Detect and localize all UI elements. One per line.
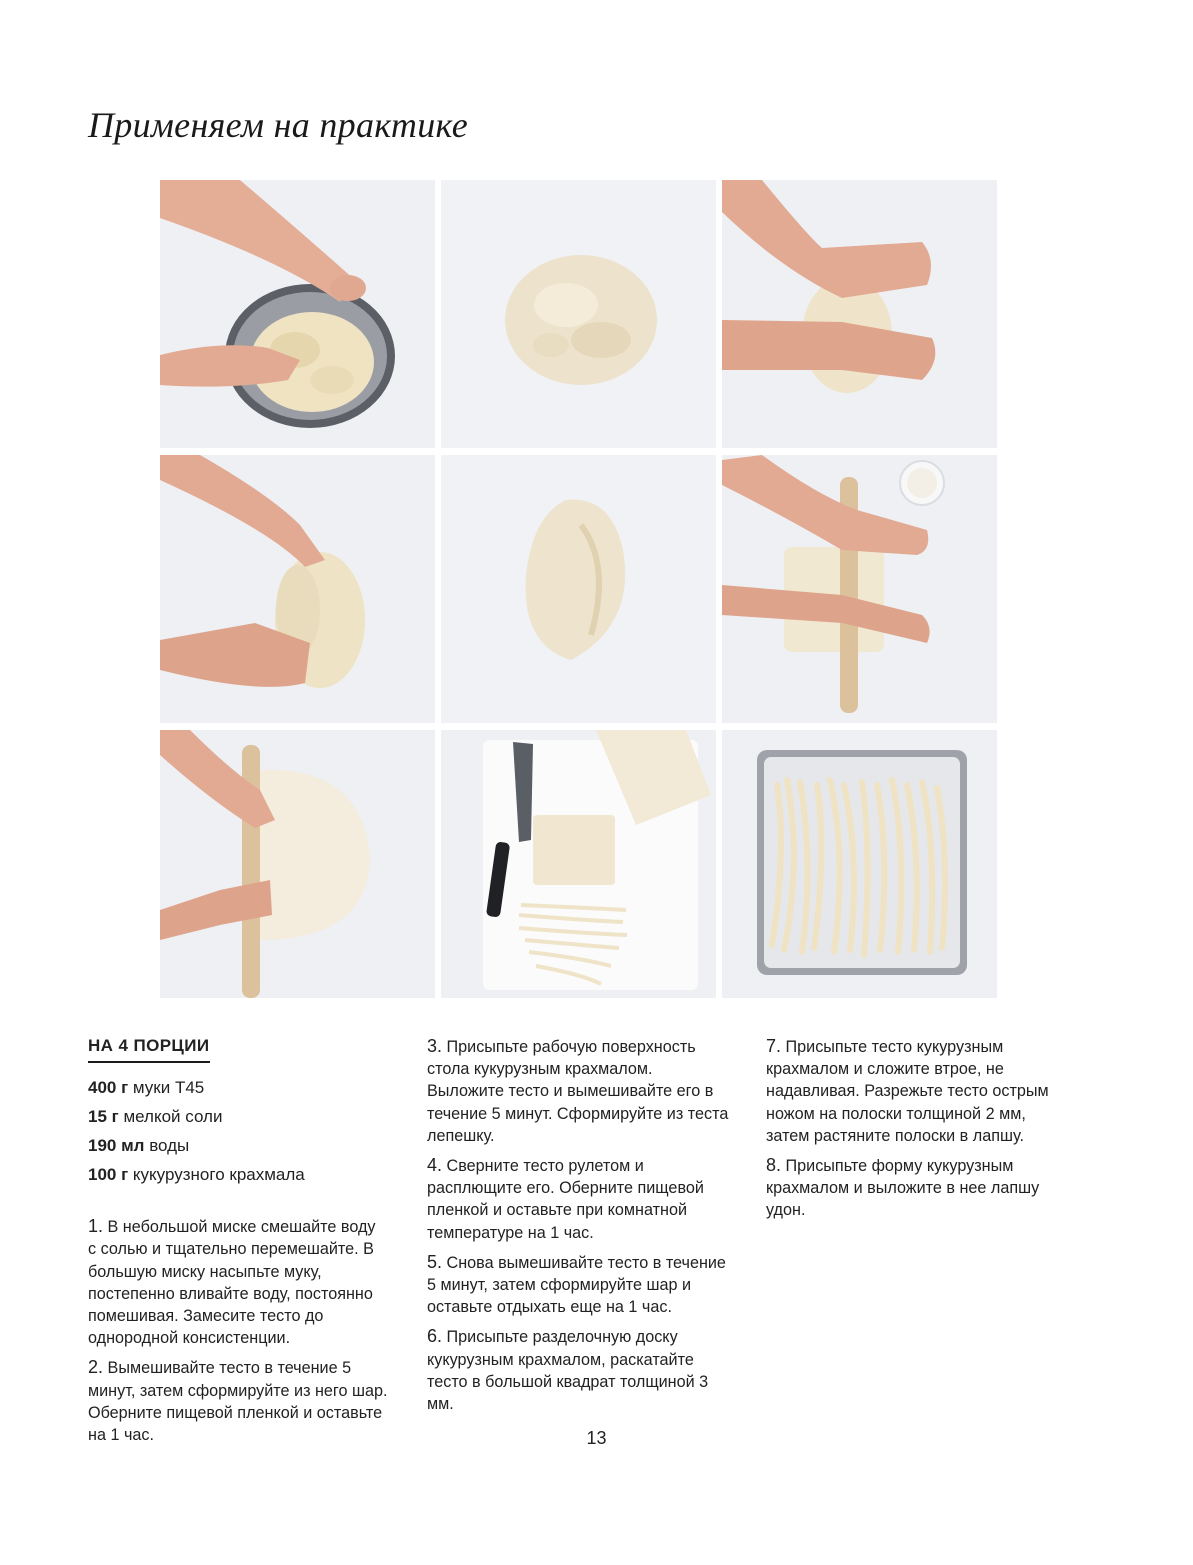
recipe-step: 8. Присыпьте форму кукурузным крахмалом и выложите в нее лапшу удон. [766, 1155, 1040, 1220]
photo-rolling-log [160, 455, 435, 723]
portions-heading: НА 4 ПОРЦИИ [88, 1035, 210, 1063]
recipe-column-1 [88, 1035, 388, 1453]
photo-grid [160, 180, 997, 998]
kneading-image [722, 180, 997, 448]
noodle-tray-image [722, 730, 997, 998]
recipe-step: 6. Присыпьте разделочную доску кукурузным крахмалом, раскатайте тесто в большой квадрат толщиной 3 мм. [427, 1326, 709, 1414]
rolling-log-image [160, 455, 435, 723]
photo-mixing-bowl [160, 180, 435, 448]
page-title: Применяем на практике [88, 105, 469, 145]
photo-cutting-board [441, 730, 716, 998]
recipe-step: 2. Вымешивайте тесто в течение 5 минут, затем сформируйте из него шар. Оберните пищевой пленкой и оставьте на 1 час. [88, 1357, 388, 1445]
recipe-step: 1. В небольшой миске смешайте воду с солью и тщательно перемешайте. В большую миску насыпьте муку, постепенно вливайте воду, постоянно помешивая. Замесите тесто до однородной консистенции. [88, 1216, 376, 1348]
ingredient-item: 15 г мелкой соли [88, 1107, 223, 1127]
ingredient-item: 400 г муки Т45 [88, 1078, 205, 1098]
ingredients-list [88, 1073, 388, 1189]
folded-dough-image [441, 455, 716, 723]
recipe-step: 4. Сверните тесто рулетом и расплющите его. Оберните пищевой пленкой и оставьте при комнатной температуре на 1 час. [427, 1155, 704, 1242]
recipe-column-2 [427, 1035, 732, 1422]
photo-noodle-tray [722, 730, 997, 998]
photo-rolled-sheet [160, 730, 435, 998]
page-number: 13 [586, 1428, 607, 1448]
recipe-step: 5. Снова вымешивайте тесто в течение 5 минут, затем сформируйте шар и оставьте отдыхать еще на 1 час. [427, 1251, 726, 1317]
photo-rolling-pin [722, 455, 997, 723]
ingredient-item: 100 г кукурузного крахмала [88, 1165, 305, 1185]
dough-ball-image [441, 180, 716, 448]
steps-group-1 [88, 1215, 388, 1446]
recipe-step: 3. Присыпьте рабочую поверхность стола кукурузным крахмалом. Выложите тесто и вымешивайте его в течение 5 минут. Сформируйте из теста лепешку. [427, 1036, 729, 1145]
photo-folded-dough [441, 455, 716, 723]
photo-kneading [722, 180, 997, 448]
recipe-step: 7. Присыпьте тесто кукурузным крахмалом и сложите втрое, не надавливая. Разрежьте тесто острым ножом на полоски толщиной 2 мм, затем растяните полоски в лапшу. [766, 1036, 1049, 1145]
cutting-board-image [441, 730, 716, 998]
recipe-column-3 [766, 1035, 1071, 1229]
rolling-pin-image [722, 455, 997, 723]
ingredient-item: 190 мл воды [88, 1136, 190, 1156]
rolled-sheet-image [160, 730, 435, 998]
mixing-bowl-image [160, 180, 435, 448]
photo-dough-ball [441, 180, 716, 448]
